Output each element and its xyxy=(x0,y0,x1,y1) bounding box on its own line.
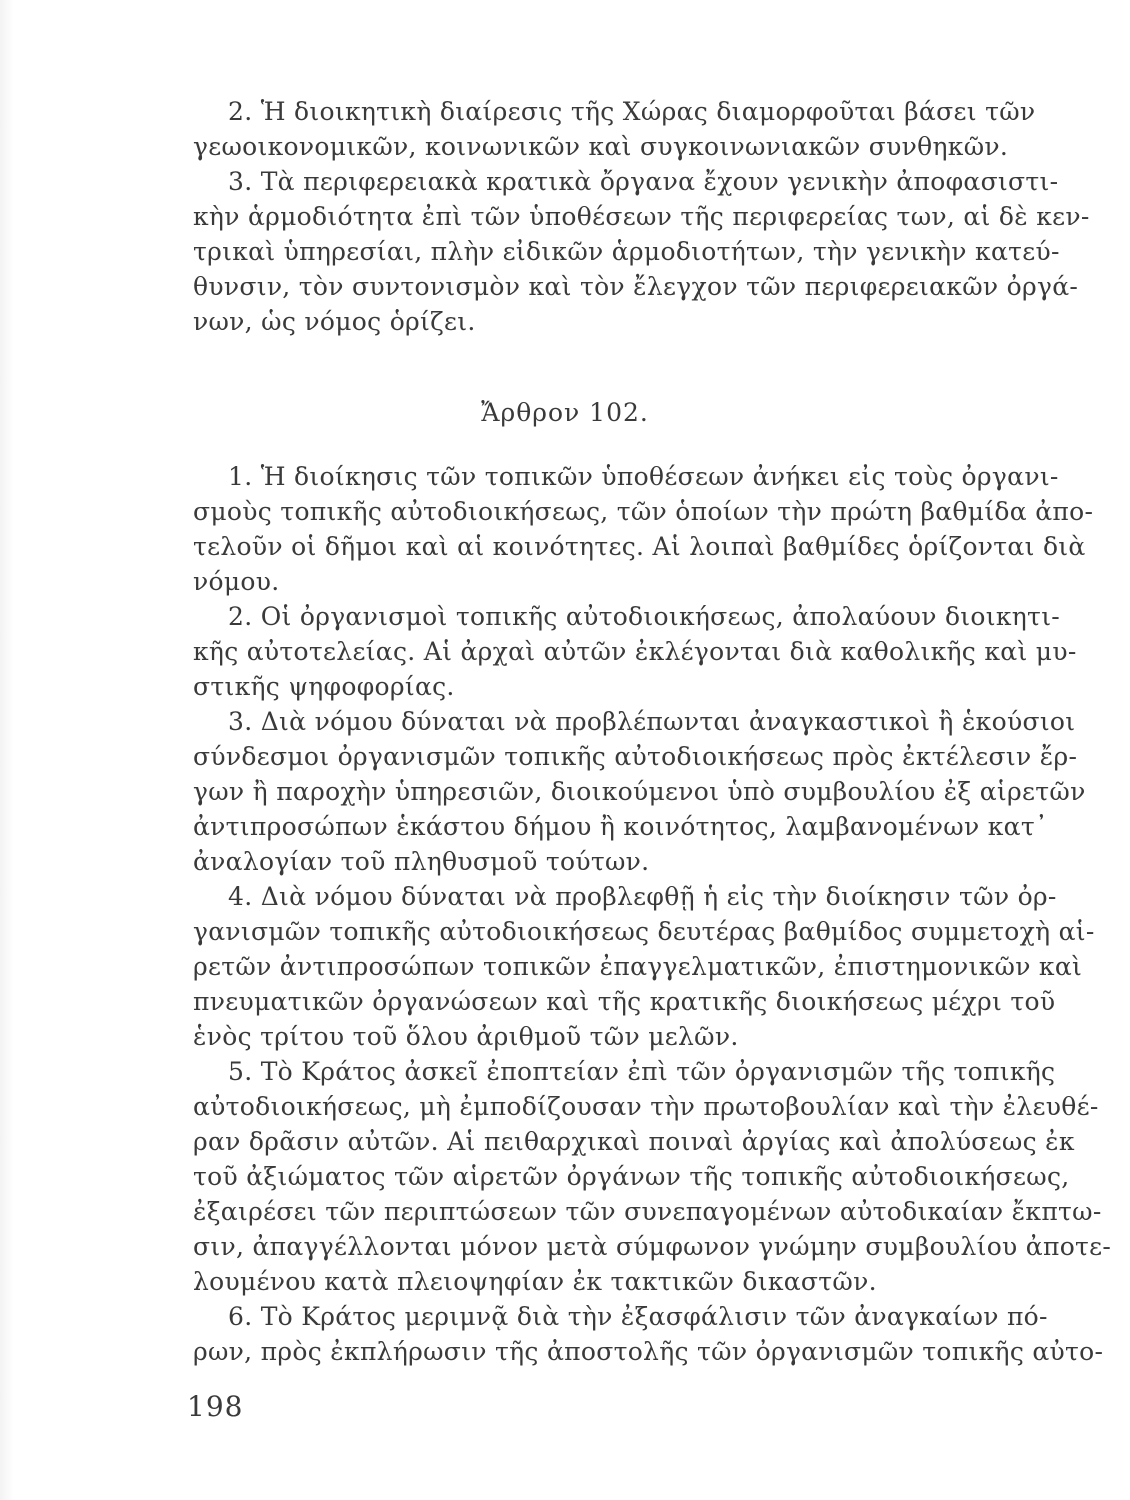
text-line: γων ἢ παροχὴν ὑπηρεσιῶν, διοικούμενοι ὑπὸ συμβουλίου ἐξ αἱρετῶν xyxy=(193,777,1086,806)
text-line: ρετῶν ἀντιπροσώπων τοπικῶν ἐπαγγελματικῶν, ἐπιστημονικῶν καὶ xyxy=(193,952,1083,981)
text-line: κὴν ἁρμοδιότητα ἐπὶ τῶν ὑποθέσεων τῆς περιφερείας των, αἱ δὲ κεν- xyxy=(193,202,1090,231)
text-line: 3. Διὰ νόμου δύναται νὰ προβλέπωνται ἀναγκαστικοὶ ἢ ἑκούσιοι xyxy=(228,707,1076,736)
text-line: πνευματικῶν ὀργανώσεων καὶ τῆς κρατικῆς διοικήσεως μέχρι τοῦ xyxy=(193,987,1056,1016)
text-line: 2. Ἡ διοικητικὴ διαίρεσις τῆς Χώρας διαμορφοῦται βάσει τῶν xyxy=(228,97,1036,126)
text-line: 3. Τὰ περιφερειακὰ κρατικὰ ὄργανα ἔχουν γενικὴν ἀποφασιστι- xyxy=(228,167,1059,196)
text-line: 6. Τὸ Κράτος μεριμνᾷ διὰ τὴν ἐξασφάλισιν τῶν ἀναγκαίων πό- xyxy=(228,1302,1048,1331)
text-line: γανισμῶν τοπικῆς αὐτοδιοικήσεως δευτέρας βαθμίδος συμμετοχὴ αἱ- xyxy=(193,917,1095,946)
text-line: ἀντιπροσώπων ἑκάστου δήμου ἢ κοινότητος, λαμβανομένων κατ᾿ xyxy=(193,812,1048,841)
text-line: ἀναλογίαν τοῦ πληθυσμοῦ τούτων. xyxy=(193,847,650,876)
text-line: αὐτοδιοικήσεως, μὴ ἐμποδίζουσαν τὴν πρωτοβουλίαν καὶ τὴν ἐλευθέ- xyxy=(193,1092,1099,1121)
text-line: τοῦ ἀξιώματος τῶν αἱρετῶν ὀργάνων τῆς τοπικῆς αὐτοδιοικήσεως, xyxy=(193,1162,1070,1191)
text-line: κῆς αὐτοτελείας. Αἱ ἀρχαὶ αὐτῶν ἐκλέγονται διὰ καθολικῆς καὶ μυ- xyxy=(193,637,1077,666)
text-line: 4. Διὰ νόμου δύναται νὰ προβλεφθῇ ἡ εἰς τὴν διοίκησιν τῶν ὀρ- xyxy=(228,882,1057,911)
text-line: ἐξαιρέσει τῶν περιπτώσεων τῶν συνεπαγομένων αὐτοδικαίαν ἔκπτω- xyxy=(193,1197,1102,1226)
article-heading: Ἄρθρον 102. xyxy=(481,398,649,427)
text-line: σύνδεσμοι ὀργανισμῶν τοπικῆς αὐτοδιοικήσεως πρὸς ἐκτέλεσιν ἔρ- xyxy=(193,742,1078,771)
text-line: 2. Οἱ ὀργανισμοὶ τοπικῆς αὐτοδιοικήσεως, ἀπολαύουν διοικητι- xyxy=(228,602,1061,631)
text-line: στικῆς ψηφοφορίας. xyxy=(193,672,455,701)
text-line: νόμου. xyxy=(193,567,280,596)
text-line: 5. Τὸ Κράτος ἀσκεῖ ἐποπτείαν ἐπὶ τῶν ὀργανισμῶν τῆς τοπικῆς xyxy=(228,1057,1056,1086)
text-line: ραν δρᾶσιν αὐτῶν. Αἱ πειθαρχικαὶ ποιναὶ ἀργίας καὶ ἀπολύσεως ἐκ xyxy=(193,1127,1075,1156)
text-line: γεωοικονομικῶν, κοινωνικῶν καὶ συγκοινωνιακῶν συνθηκῶν. xyxy=(193,132,1009,161)
text-line: τρικαὶ ὑπηρεσίαι, πλὴν εἰδικῶν ἁρμοδιοτήτων, τὴν γενικὴν κατεύ- xyxy=(193,237,1060,266)
page-number: 198 xyxy=(187,1390,244,1423)
text-line: θυνσιν, τὸν συντονισμὸν καὶ τὸν ἔλεγχον τῶν περιφερειακῶν ὀργά- xyxy=(193,272,1079,301)
text-line: τελοῦν οἱ δῆμοι καὶ αἱ κοινότητες. Αἱ λοιπαὶ βαθμίδες ὁρίζονται διὰ xyxy=(193,532,1086,561)
text-line: νων, ὡς νόμος ὁρίζει. xyxy=(193,307,476,336)
text-line: σιν, ἀπαγγέλλονται μόνον μετὰ σύμφωνον γνώμην συμβουλίου ἀποτε- xyxy=(193,1232,1112,1261)
text-line: ρων, πρὸς ἐκπλήρωσιν τῆς ἀποστολῆς τῶν ὀργανισμῶν τοπικῆς αὐτο- xyxy=(193,1337,1104,1366)
text-line: σμοὺς τοπικῆς αὐτοδιοικήσεως, τῶν ὁποίων τὴν πρώτη βαθμίδα ἀπο- xyxy=(193,497,1094,526)
text-line: λουμένου κατὰ πλειοψηφίαν ἐκ τακτικῶν δικαστῶν. xyxy=(193,1267,877,1296)
text-line: ἑνὸς τρίτου τοῦ ὅλου ἀριθμοῦ τῶν μελῶν. xyxy=(193,1022,739,1051)
text-line: 1. Ἡ διοίκησις τῶν τοπικῶν ὑποθέσεων ἀνήκει εἰς τοὺς ὀργανι- xyxy=(228,462,1059,491)
